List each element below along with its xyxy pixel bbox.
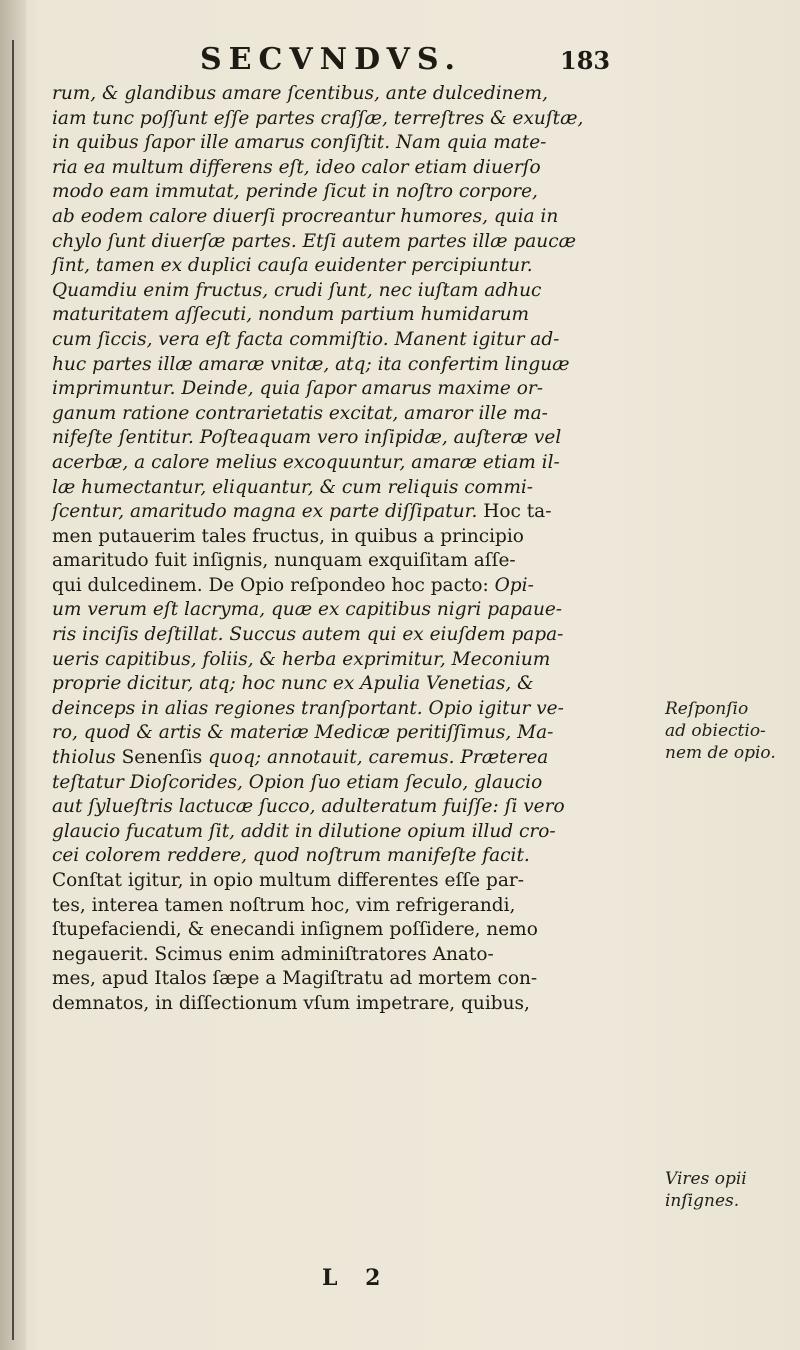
running-head: SECVNDVS.: [200, 42, 462, 77]
text-segment: læ humectantur, eliquantur, & cum reliquis commi-: [52, 476, 534, 498]
text-segment: modo eam immutat, perinde ſicut in noſtro corpore,: [52, 181, 538, 203]
margin-note-response-opium: [665, 698, 795, 764]
text-segment: tes, interea tamen noſtrum hoc, vim refrigerandi,: [52, 894, 516, 916]
text-line: [52, 574, 622, 599]
text-line: [52, 672, 622, 697]
text-segment: teſtatur Dioſcorides, Opion ſuo etiam ſeculo, glaucio: [52, 771, 543, 793]
text-segment: ſcentur, amaritudo magna ex parte diſſipatur.: [52, 501, 484, 523]
text-segment: Hoc ta-: [483, 501, 552, 523]
page-header: [30, 42, 800, 82]
text-segment: deinceps in alias regiones tranſportant. Opio igitur ve-: [52, 697, 564, 719]
text-segment: ſtupefaciendi, & enecandi inſignem poſſidere, nemo: [52, 919, 538, 941]
text-segment: cei colorem reddere, quod noſtrum manifeſte facit.: [52, 845, 530, 867]
text-line: [52, 353, 622, 378]
text-line: [52, 131, 622, 156]
text-segment: thiolus: [52, 747, 122, 769]
text-segment: iam tunc poſſunt eſſe partes craſſæ, terreſtres & exuſtæ,: [52, 107, 584, 129]
text-segment: Opi-: [494, 574, 534, 596]
text-line: [52, 967, 622, 992]
text-segment: rum, & glandibus amare ſcentibus, ante dulcedinem,: [52, 83, 548, 104]
text-segment: Conſtat igitur, in opio multum differentes eſſe par-: [52, 870, 524, 891]
text-line: [52, 820, 622, 845]
text-line: [52, 426, 622, 451]
text-line: [52, 303, 622, 328]
text-segment: ria ea multum differens eſt, ideo calor etiam diuerſo: [52, 156, 541, 178]
text-line: [52, 943, 622, 968]
text-segment: amaritudo fuit inſignis, nunquam exquiſitam aſſe-: [52, 550, 516, 572]
text-line: [52, 771, 622, 796]
text-segment: Senenſis: [121, 747, 203, 769]
margin-note-line: inſignes.: [665, 1191, 740, 1211]
text-line: [52, 82, 622, 107]
text-line: [52, 451, 622, 476]
text-line: [52, 476, 622, 501]
text-line: [52, 377, 622, 402]
text-line: [52, 254, 622, 279]
text-segment: ganum ratione contrarietatis excitat, amaror ille ma-: [52, 402, 548, 424]
text-line: [52, 697, 622, 722]
text-segment: qui dulcedinem. De Opio reſpondeo hoc pacto:: [52, 574, 495, 596]
text-line: [52, 795, 622, 820]
text-line: [52, 279, 622, 304]
text-line: [52, 205, 622, 230]
text-line: [52, 721, 622, 746]
text-segment: glaucio fucatum ſit, addit in dilutione opium illud cro-: [52, 820, 556, 842]
text-segment: maturitatem aſſecuti, nondum partium humidarum: [52, 304, 530, 326]
text-segment: in quibus ſapor ille amarus conſiſtit. Nam quia mate-: [52, 132, 547, 154]
text-segment: acerbæ, a calore melius excoquuntur, amaræ etiam il-: [52, 451, 560, 473]
text-line: [52, 549, 622, 574]
margin-note-line: ad obiectio-: [665, 721, 766, 741]
text-line: [52, 328, 622, 353]
page-number: 183: [560, 46, 611, 75]
text-segment: nifeſte ſentitur. Poſteaquam vero inſipidæ, auſteræ vel: [52, 427, 562, 449]
text-segment: huc partes illæ amaræ vnitæ, atq; ita confertim linguæ: [52, 353, 570, 375]
text-segment: ſint, tamen ex duplici cauſa euidenter percipiuntur.: [52, 255, 533, 277]
text-line: [52, 844, 622, 869]
text-line: [52, 894, 622, 919]
text-line: [52, 992, 622, 1017]
text-line: [52, 107, 622, 132]
text-segment: Quamdiu enim fructus, crudi ſunt, nec iuſtam adhuc: [52, 279, 542, 301]
text-segment: ro, quod & artis & materiæ Medicæ peritiſſimus, Ma-: [52, 722, 554, 744]
text-segment: ueris capitibus, foliis, & herba exprimitur, Meconium: [52, 648, 551, 670]
binding-edge-line: [12, 40, 14, 1340]
text-segment: ab eodem calore diuerſi procreantur humores, quia in: [52, 205, 559, 227]
text-line: [52, 869, 622, 894]
margin-note-line: Vires opii: [665, 1169, 747, 1189]
text-segment: ris inciſis deſtillat. Succus autem qui ex eiuſdem papa-: [52, 624, 564, 646]
text-segment: quoq; annotauit, caremus. Præterea: [202, 747, 549, 769]
text-line: [52, 623, 622, 648]
text-line: [52, 746, 622, 771]
text-segment: um verum eſt lacryma, quæ ex capitibus nigri papaue-: [52, 599, 563, 621]
text-line: [52, 230, 622, 255]
margin-note-opium-powers: [665, 1168, 785, 1212]
text-segment: imprimuntur. Deinde, quia ſapor amarus maxime or-: [52, 378, 543, 400]
text-line: [52, 180, 622, 205]
signature-mark: L 2: [322, 1265, 391, 1291]
text-line: [52, 156, 622, 181]
text-segment: cum ſiccis, vera eſt facta commiſtio. Manent igitur ad-: [52, 328, 560, 350]
text-segment: demnatos, in diſſectionum vſum impetrare, quibus,: [52, 992, 530, 1014]
margin-note-line: nem de opio.: [665, 743, 776, 763]
text-line: [52, 402, 622, 427]
page-gutter: [0, 0, 26, 1350]
text-line: [52, 525, 622, 550]
body-text: [52, 82, 622, 1017]
text-segment: proprie dicitur, atq; hoc nunc ex Apulia Venetias, &: [52, 673, 534, 695]
text-line: [52, 918, 622, 943]
text-line: [52, 648, 622, 673]
text-segment: negauerit. Scimus enim adminiſtratores Anato-: [52, 943, 494, 965]
text-line: [52, 500, 622, 525]
text-line: [52, 598, 622, 623]
text-segment: chylo ſunt diuerſæ partes. Etſi autem partes illæ paucæ: [52, 230, 576, 252]
text-segment: mes, apud Italos ſæpe a Magiſtratu ad mortem con-: [52, 968, 538, 990]
text-segment: aut ſylueſtris lactucæ ſucco, adulteratum fuiſſe: ſi vero: [52, 796, 565, 818]
margin-note-line: Reſponſio: [665, 699, 749, 719]
text-segment: men putauerim tales fructus, in quibus a principio: [52, 525, 524, 547]
